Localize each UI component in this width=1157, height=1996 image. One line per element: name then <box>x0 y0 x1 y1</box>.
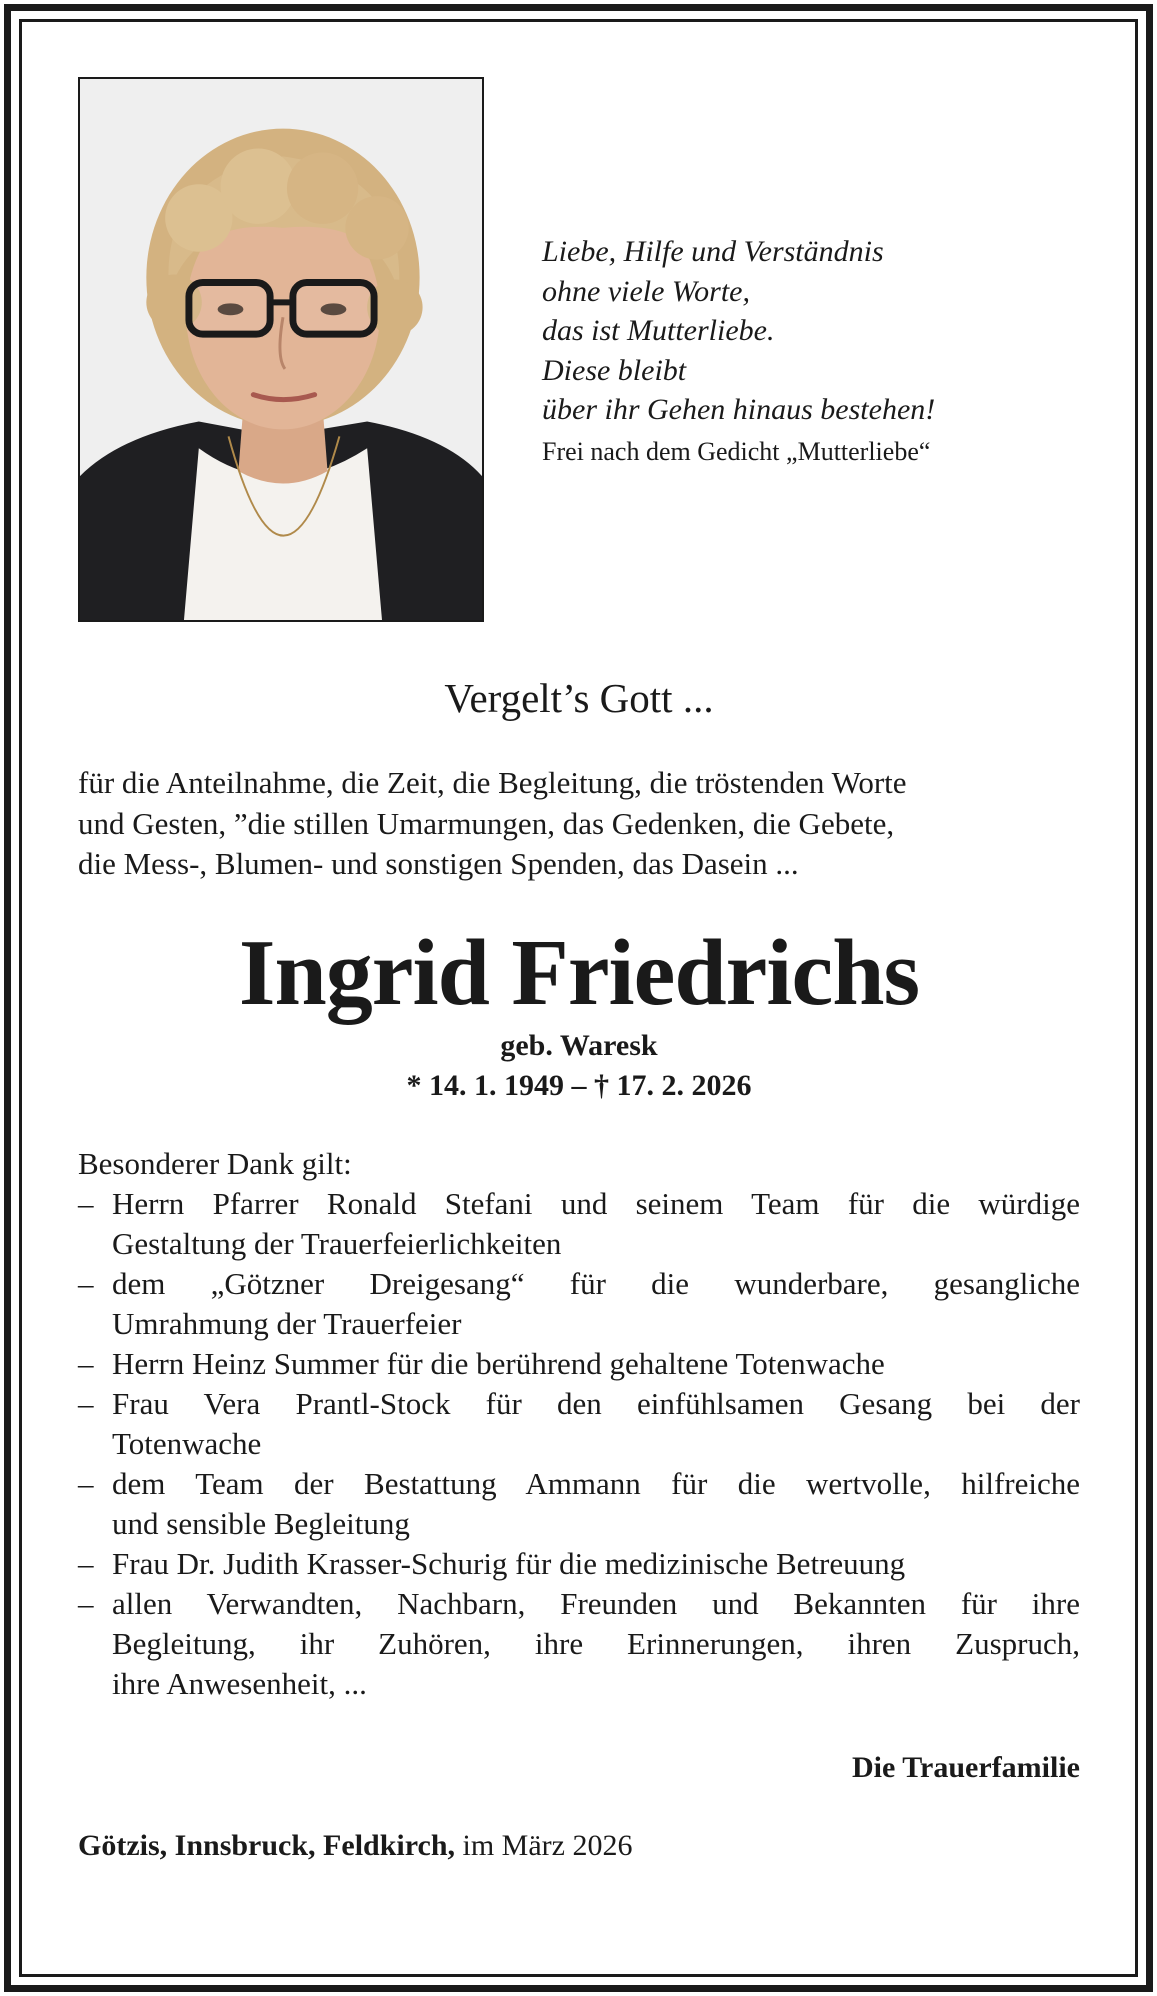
intro-paragraph <box>78 763 1080 885</box>
thanks-item-line: Gestaltung der Trauerfeierlichkeiten <box>112 1226 562 1261</box>
thanks-list-item <box>78 1384 1080 1464</box>
thanks-list-item <box>78 1184 1080 1264</box>
portrait-image <box>80 79 482 620</box>
thanks-list-item <box>78 1344 1080 1384</box>
dash-bullet: – <box>78 1546 94 1581</box>
life-dates: * 14. 1. 1949 – † 17. 2. 2026 <box>406 1069 752 1102</box>
special-thanks-section <box>78 1144 1080 1704</box>
dash-bullet: – <box>78 1386 94 1421</box>
intro-line: und Gesten, ”die stillen Umarmungen, das Gedenken, die Gebete, <box>78 805 895 841</box>
thanks-item-line: allen Verwandten, Nachbarn, Freunden und Bekannten für ihre <box>112 1586 1080 1621</box>
portrait-photo <box>78 77 484 622</box>
poem <box>542 232 1082 470</box>
thanks-heading-title: Vergelt’s Gott ... <box>444 675 714 721</box>
thanks-item-text <box>112 1584 1080 1704</box>
thanks-item-line: dem Team der Bestattung Ammann für die wertvolle, hilfreiche <box>112 1466 1080 1501</box>
thanks-item-line: Frau Dr. Judith Krasser-Schurig für die medizinische Betreuung <box>112 1546 906 1581</box>
thanks-item-line: Totenwache <box>112 1426 262 1461</box>
thanks-item-line: Frau Vera Prantl-Stock für den einfühlsamen Gesang bei der <box>112 1386 1080 1421</box>
thanks-item-line: Begleitung, ihr Zuhören, ihre Erinnerungen, ihren Zuspruch, <box>112 1626 1080 1661</box>
signature: Die Trauerfamilie <box>852 1751 1080 1784</box>
deceased-name: Ingrid Friedrichs <box>238 921 920 1025</box>
thanks-item-line: Herrn Pfarrer Ronald Stefani und seinem Team für die würdige <box>112 1186 1080 1221</box>
places: Götzis, Innsbruck, Feldkirch, <box>78 1829 456 1862</box>
thanks-item-text <box>112 1464 1080 1544</box>
intro-line: die Mess-, Blumen- und sonstigen Spenden, das Dasein ... <box>78 846 799 881</box>
thanks-item-line: Umrahmung der Trauerfeier <box>112 1306 462 1341</box>
dash-bullet: – <box>78 1346 94 1381</box>
thanks-item-text <box>112 1184 1080 1264</box>
thanks-list-item <box>78 1544 1080 1584</box>
thanks-item-text <box>112 1384 1080 1464</box>
place-and-date <box>78 1826 632 1866</box>
dash-bullet: – <box>78 1186 94 1221</box>
thanks-item-text <box>112 1544 1080 1584</box>
poem-line: das ist Mutterliebe. <box>542 314 775 347</box>
thanks-list-item <box>78 1264 1080 1344</box>
thanks-item-line: und sensible Begleitung <box>112 1506 410 1541</box>
thanks-item-line: ihre Anwesenheit, ... <box>112 1666 367 1701</box>
thanks-item-line: dem „Götzner Dreigesang“ für die wunderbare, gesangliche <box>112 1266 1080 1301</box>
thanks-item-text <box>112 1344 1080 1384</box>
closing-date: im März 2026 <box>462 1829 633 1862</box>
birth-name: geb. Waresk <box>500 1029 658 1062</box>
thanks-item-text <box>112 1264 1080 1344</box>
poem-line: Liebe, Hilfe und Verständnis <box>542 235 884 268</box>
poem-line: über ihr Gehen hinaus bestehen! <box>542 393 936 426</box>
dash-bullet: – <box>78 1466 94 1501</box>
intro-line: für die Anteilnahme, die Zeit, die Begleitung, die tröstenden Worte <box>78 765 907 800</box>
thanks-list-item <box>78 1584 1080 1704</box>
dash-bullet: – <box>78 1586 94 1621</box>
dash-bullet: – <box>78 1266 94 1301</box>
thanks-list-item <box>78 1464 1080 1544</box>
thanks-item-line: Herrn Heinz Summer für die berührend gehaltene Totenwache <box>112 1346 885 1381</box>
obituary-notice <box>78 0 1080 1996</box>
poem-source: Frei nach dem Gedicht „Mutterliebe“ <box>542 436 931 466</box>
poem-line: Diese bleibt <box>542 353 687 387</box>
special-thanks-heading: Besonderer Dank gilt: <box>78 1146 352 1181</box>
poem-line: ohne viele Worte, <box>542 274 750 308</box>
